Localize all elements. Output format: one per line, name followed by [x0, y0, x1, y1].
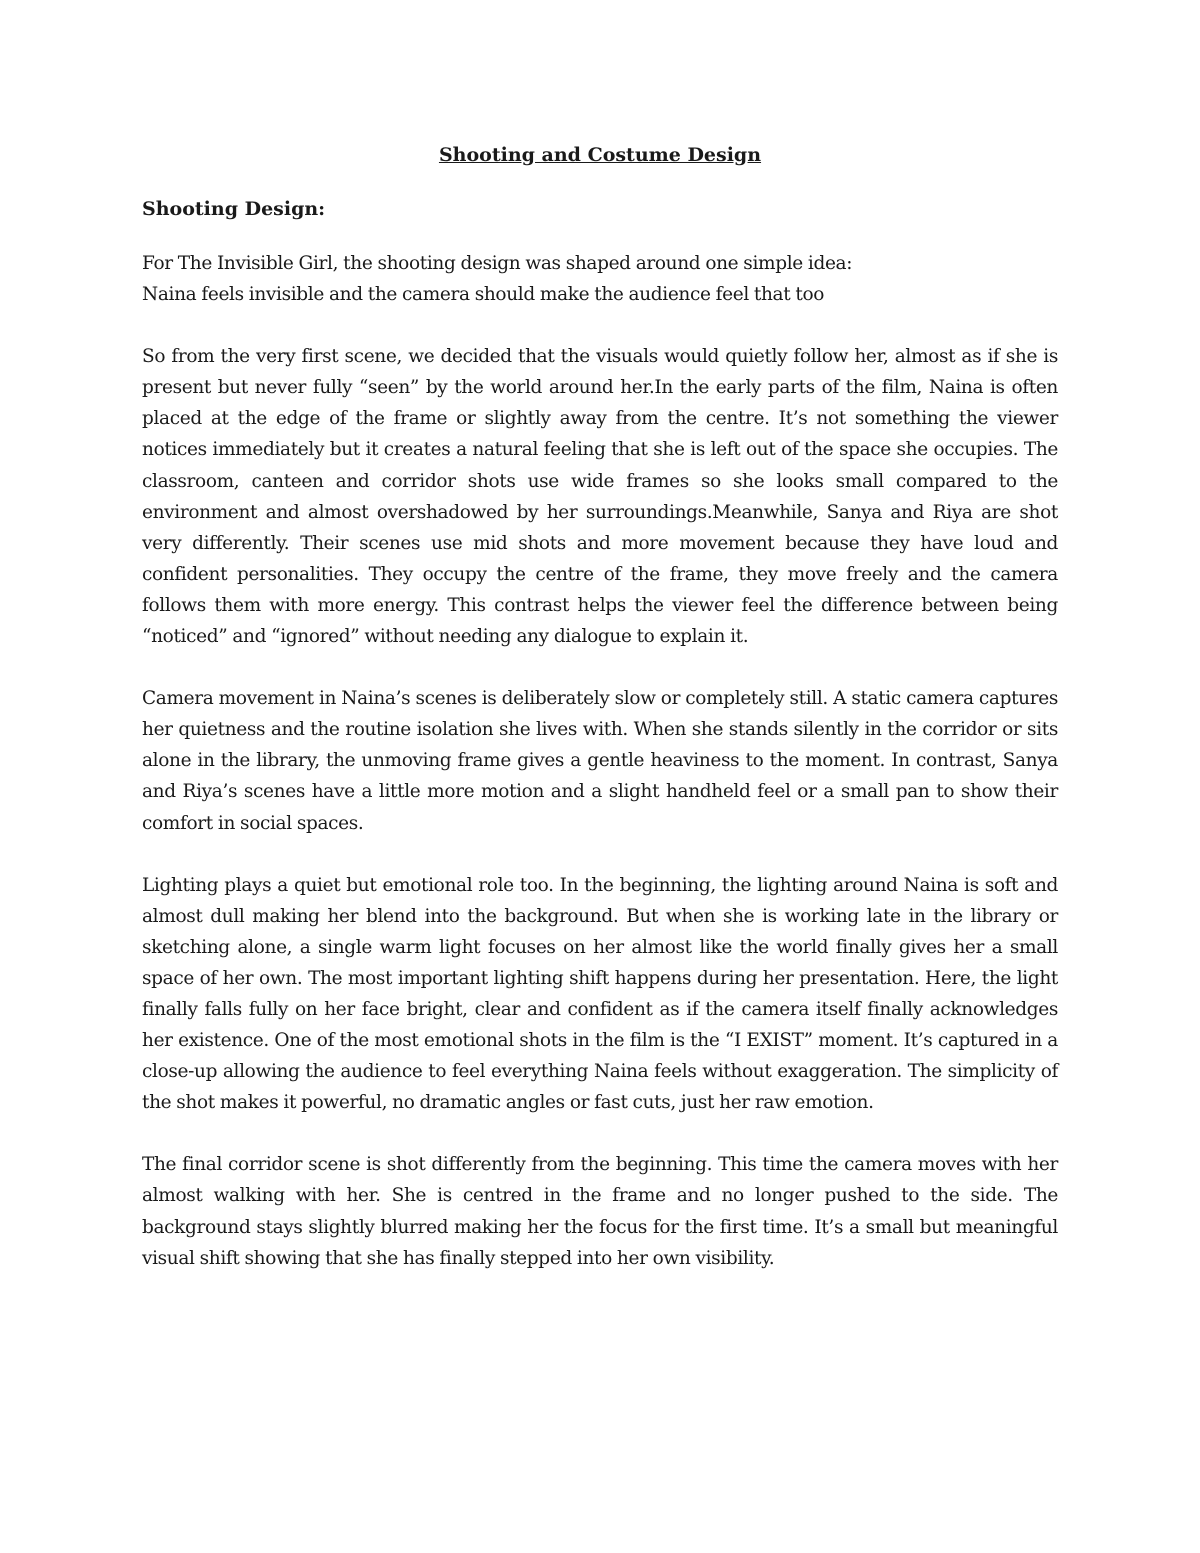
- intro-line: For The Invisible Girl, the shooting design was shaped around one simple idea:: [142, 253, 853, 274]
- section-heading: Shooting Design:: [142, 198, 326, 220]
- document-body: [142, 140, 1058, 1305]
- intro-line: Naina feels invisible and the camera should make the audience feel that too: [142, 284, 825, 306]
- paragraph-lighting: Lighting plays a quiet but emotional role too. In the beginning, the lighting around Naina is soft and almost dull making her blend into the background. But when she is working late in the library or sketching alone, a single warm light focuses on her almost like the world finally gives her a small space of her own. The most important lighting shift happens during her presentation. Here, the light finally falls fully on her face bright, clear and confident as if the camera itself finally acknowledges her existence. One of the most emotional shots in the film is the “I EXIST” moment. It’s captured in a close-up allowing the audience to feel everything Naina feels without exaggeration. The simplicity of the shot makes it powerful, no dramatic angles or fast cuts, just her raw emotion.: [142, 874, 1058, 1114]
- paragraph-camera-movement: Camera movement in Naina’s scenes is deliberately slow or completely still. A static camera captures her quietness and the routine isolation she lives with. When she stands silently in the corridor or sits alone in the library, the unmoving frame gives a gentle heaviness to the moment. In contrast, Sanya and Riya’s scenes have a little more motion and a slight handheld feel or a small pan to show their comfort in social spaces.: [142, 688, 1058, 834]
- paragraph-final-corridor: The final corridor scene is shot differently from the beginning. This time the camera moves with her almost walking with her. She is centred in the frame and no longer pushed to the side. The background stays slightly blurred making her the focus for the first time. It’s a small but meaningful visual shift showing that she has finally stepped into her own visibility.: [142, 1154, 1058, 1269]
- paragraph-framing: So from the very first scene, we decided that the visuals would quietly follow her, almost as if she is present but never fully “seen” by the world around her.In the early parts of the film, Naina is often placed at the edge of the frame or slightly away from the centre. It’s not something the viewer notices immediately but it creates a natural feeling that she is left out of the space she occupies. The classroom, canteen and corridor shots use wide frames so she looks small compared to the environment and almost overshadowed by her surroundings.Meanwhile, Sanya and Riya are shot very differently. Their scenes use mid shots and more movement because they have loud and confident personalities. They occupy the centre of the frame, they move freely and the camera follows them with more energy. This contrast helps the viewer feel the difference between being “noticed” and “ignored” without needing any dialogue to explain it.: [142, 346, 1058, 648]
- intro-paragraph: [142, 248, 1058, 310]
- document-title: Shooting and Costume Design: [438, 144, 762, 166]
